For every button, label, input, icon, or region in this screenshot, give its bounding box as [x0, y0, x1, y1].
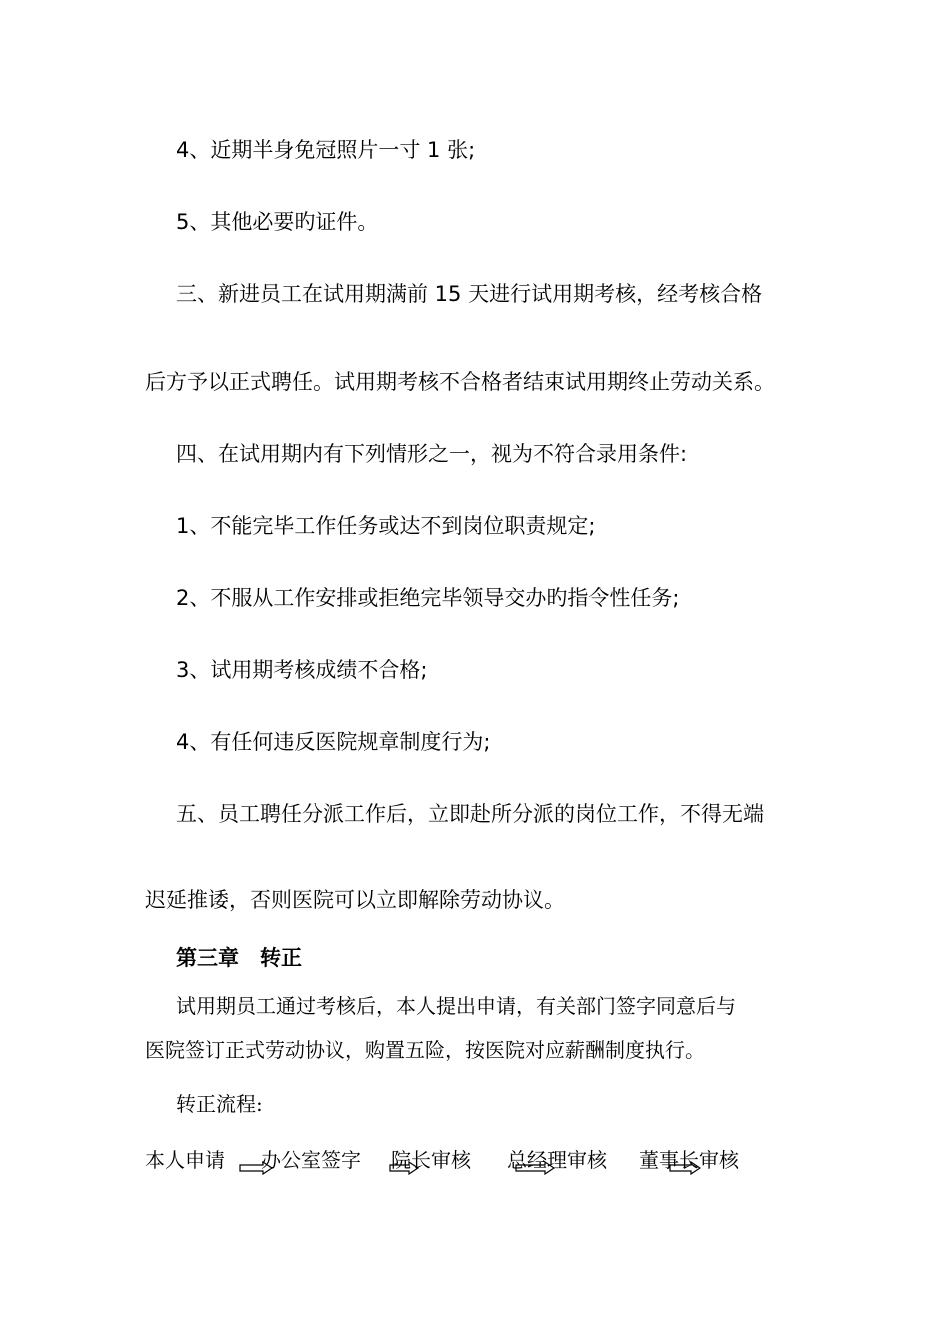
paragraph-disqualification-intro: 四、在试用期内有下列情形之一，视为不符合录用条件: — [176, 442, 688, 466]
list-item-rule-violation: 4、有任何违反医院规章制度行为; — [176, 730, 491, 754]
flow-step-chairman-review: 董事长审核 — [639, 1148, 739, 1172]
paragraph-assignment-line2: 迟延推诿，否则医院可以立即解除劳动协议。 — [145, 888, 565, 912]
regularization-flow — [145, 1146, 845, 1186]
list-item-other-documents: 5、其他必要旳证件。 — [176, 210, 379, 234]
flow-step-office-sign: 办公室签字 — [261, 1148, 361, 1172]
flow-step-self-apply: 本人申请 — [145, 1148, 225, 1172]
list-item-failed-review: 3、试用期考核成绩不合格; — [176, 658, 428, 682]
paragraph-probation-review-line2: 后方予以正式聘任。试用期考核不合格者结束试用期终止劳动关系。 — [145, 370, 775, 394]
paragraph-probation-review-line1: 三、新进员工在试用期满前 15 天进行试用期考核，经考核合格 — [176, 282, 763, 306]
flow-step-director-review: 院长审核 — [391, 1148, 471, 1172]
flow-step-gm-review: 总经理审核 — [507, 1148, 607, 1172]
chapter-body-line1: 试用期员工通过考核后，本人提出申请，有关部门签字同意后与 — [176, 994, 736, 1018]
list-item-photo: 4、近期半身免冠照片一寸 1 张; — [176, 138, 476, 162]
list-item-task-failure: 1、不能完毕工作任务或达不到岗位职责规定; — [176, 514, 596, 538]
chapter-heading: 第三章 转正 — [176, 946, 302, 970]
chapter-body-line2: 医院签订正式劳动协议，购置五险，按医院对应薪酬制度执行。 — [145, 1038, 705, 1062]
paragraph-assignment-line1: 五、员工聘任分派工作后，立即赴所分派的岗位工作，不得无端 — [176, 802, 764, 826]
list-item-insubordination: 2、不服从工作安排或拒绝完毕领导交办旳指令性任务; — [176, 586, 680, 610]
flow-label: 转正流程: — [176, 1092, 263, 1116]
